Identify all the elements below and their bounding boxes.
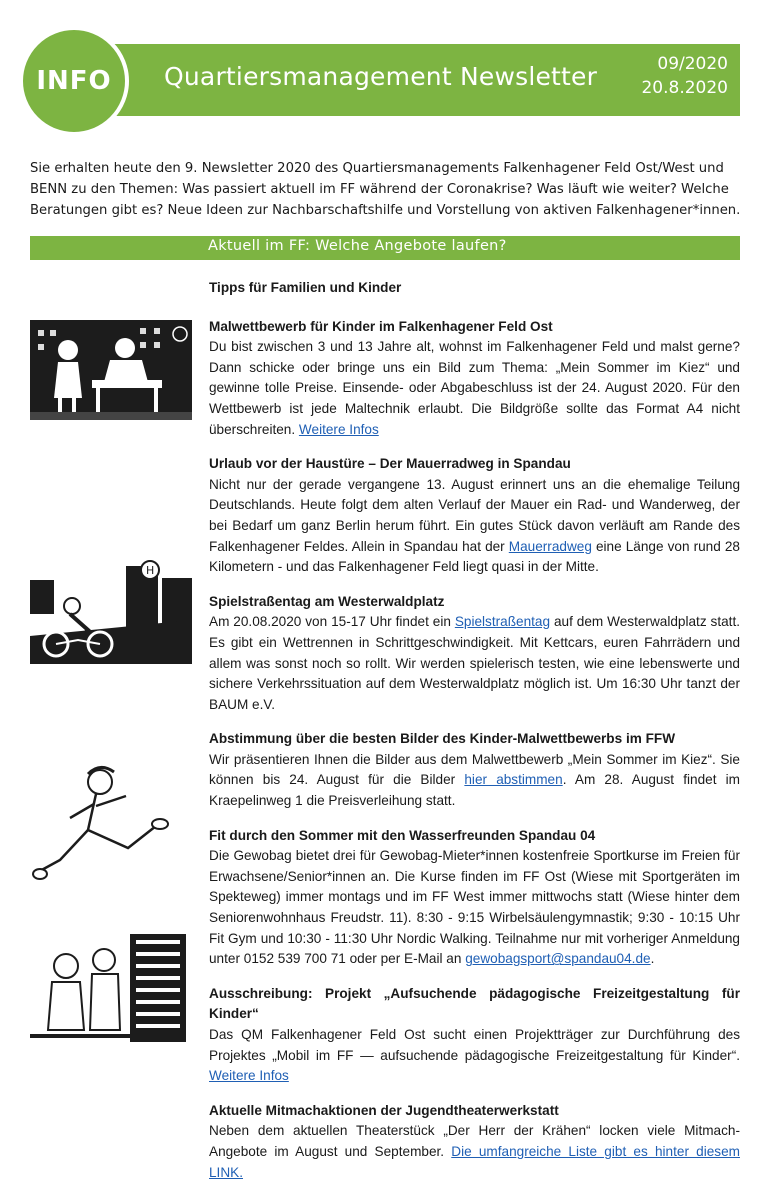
kids-drawing-illustration <box>30 320 192 420</box>
article-body: Am 20.08.2020 von 15-17 Uhr findet ein Spielstraßentag auf dem Westerwaldplatz statt. Es gibt ein Wettrennen in Schrittgeschwindigkeit. Mit Kettcars, euren Fahrrädern und allem was sonst noch so rollt. Wir werden spielerisch testen, wie eine lebenswerte und sichere Verkehrssituation auf dem Westerwaldplatz möglich ist. Um 16:30 Uhr tanzt der BAUM e.V. <box>209 614 740 712</box>
list-link[interactable]: Die umfangreiche Liste gibt es hinter diesem LINK. <box>209 1143 740 1180</box>
articles-column <box>209 278 740 1197</box>
mauerradweg-link[interactable]: Mauerradweg <box>508 538 592 554</box>
intro-text: Sie erhalten heute den 9. Newsletter 2020 des Quartiersmanagements Falkenhagener Feld Ost/West und BENN zu den Themen: Was passiert aktuell im FF während der Coronakrise? Was läuft wie weiter? Welche Beratungen gibt es? Neue Ideen zur Nachbarschaftshilfe und Vorstellung von aktiven Falkenhagener*innen. <box>30 161 741 218</box>
article-body: Die Gewobag bietet drei für Gewobag-Mieter*innen kostenfreie Sportkurse im Freien für Erwachsene/Senior*innen an. Die Kurse finden im FF Ost (Wiese mit Sportgeräten im Spekteweg) immer montags und im FF West immer mittwochs statt (Wiese hinter dem Seniorenwohnhaus Freudstr. 11). 8:30 - 9:15 Wirbelsäulengymnastik; 9:30 - 10:15 Uhr Fit Gym und 10:30 - 11:30 Uhr Nordic Walking. Teilnahme nur mit vorheriger Anmeldung unter 0152 539 700 71 oder per E-Mail an gewobagsport@spandau04.de. <box>209 848 740 967</box>
header-bar <box>76 44 740 116</box>
article <box>209 1101 740 1183</box>
article <box>209 826 740 970</box>
article <box>209 984 740 1087</box>
jogger-illustration <box>30 760 192 890</box>
spielstrassentag-link[interactable]: Spielstraßentag <box>454 614 551 630</box>
more-info-link[interactable]: Weitere Infos <box>209 1068 289 1084</box>
article <box>209 592 740 716</box>
newsletter-title: Quartiersmanagement Newsletter <box>164 62 598 91</box>
info-badge: INFO <box>19 26 129 136</box>
section-title: Aktuell im FF: Welche Angebote laufen? <box>208 238 507 254</box>
issue-date: 20.8.2020 <box>641 78 728 98</box>
article <box>209 454 740 578</box>
subheading: Tipps für Familien und Kinder <box>209 280 402 295</box>
vote-link[interactable]: hier abstimmen <box>464 772 563 788</box>
article <box>209 729 740 811</box>
article-body: Das QM Falkenhagener Feld Ost sucht einen Projektträger zur Durchführung des Projektes „Mobil im FF — aufsuchende pädagogische Freizeitgestaltung für Kinder“. Weitere Infos <box>209 1027 740 1084</box>
article-title: Abstimmung über die besten Bilder des Kinder-Malwettbewerbs im FFW <box>209 731 676 747</box>
article-title: Ausschreibung: Projekt „Aufsuchende pädagogische Freizeitgestaltung für Kinder“ <box>209 985 740 1022</box>
article-title: Urlaub vor der Haustüre – Der Mauerradweg in Spandau <box>209 456 571 472</box>
article-body: Neben dem aktuellen Theaterstück „Der Herr der Krähen“ locken viele Mitmach-Angebote im August und September. Die umfangreiche Liste gibt es hinter diesem LINK. <box>209 1123 740 1180</box>
people-building-illustration <box>30 930 192 1042</box>
article-title: Aktuelle Mitmachaktionen der Jugendtheaterwerkstatt <box>209 1102 559 1118</box>
svg-text:H: H <box>146 564 155 577</box>
article-body: Wir präsentieren Ihnen die Bilder aus dem Malwettbewerb „Mein Sommer im Kiez“. Sie können bis 24. August für die Bilder hier abstimmen. Am 28. August findet im Kraepelinweg 1 die Preisverleihung statt. <box>209 751 740 809</box>
email-link[interactable]: gewobagsport@spandau04.de <box>465 951 651 967</box>
article-title: Malwettbewerb für Kinder im Falkenhagener Feld Ost <box>209 318 553 334</box>
article-body: Du bist zwischen 3 und 13 Jahre alt, wohnst im Falkenhagener Feld und malst gerne? Dann schicke oder bringe uns ein Bild zum Thema: „Mein Sommer im Kiez“ und gewinne tolle Preise. Einsende- oder Abgabeschluss ist der 24. August 2020. Für den Wettbewerb ist jede Maltechnik erlaubt. Die Bildgröße sollte das Format A4 nicht überschreiten. Weitere Infos <box>209 339 740 437</box>
more-info-link[interactable]: Weitere Infos <box>298 421 379 437</box>
issue-info <box>641 52 728 100</box>
article-title: Fit durch den Sommer mit den Wasserfreunden Spandau 04 <box>209 827 596 843</box>
article-title: Spielstraßentag am Westerwaldplatz <box>209 593 445 609</box>
article-body: Nicht nur der gerade vergangene 13. August erinnert uns an die ehemalige Teilung Deutschlands. Heute folgt dem alten Verlauf der Mauer ein Rad- und Wanderweg, der bei Bedarf um ganz Berlin herum führt. Ein gutes Stück davon verläuft am Rande des Falkenhagener Feldes. Allein in Spandau hat der Mauerradweg eine Länge von rund 28 Kilometern - und das Falkenhagener Feld liegt quasi in der Mitte. <box>209 476 740 575</box>
issue-number: 09/2020 <box>657 54 728 74</box>
section-bar <box>30 236 740 260</box>
bike-street-illustration <box>30 560 192 664</box>
article <box>209 317 740 441</box>
